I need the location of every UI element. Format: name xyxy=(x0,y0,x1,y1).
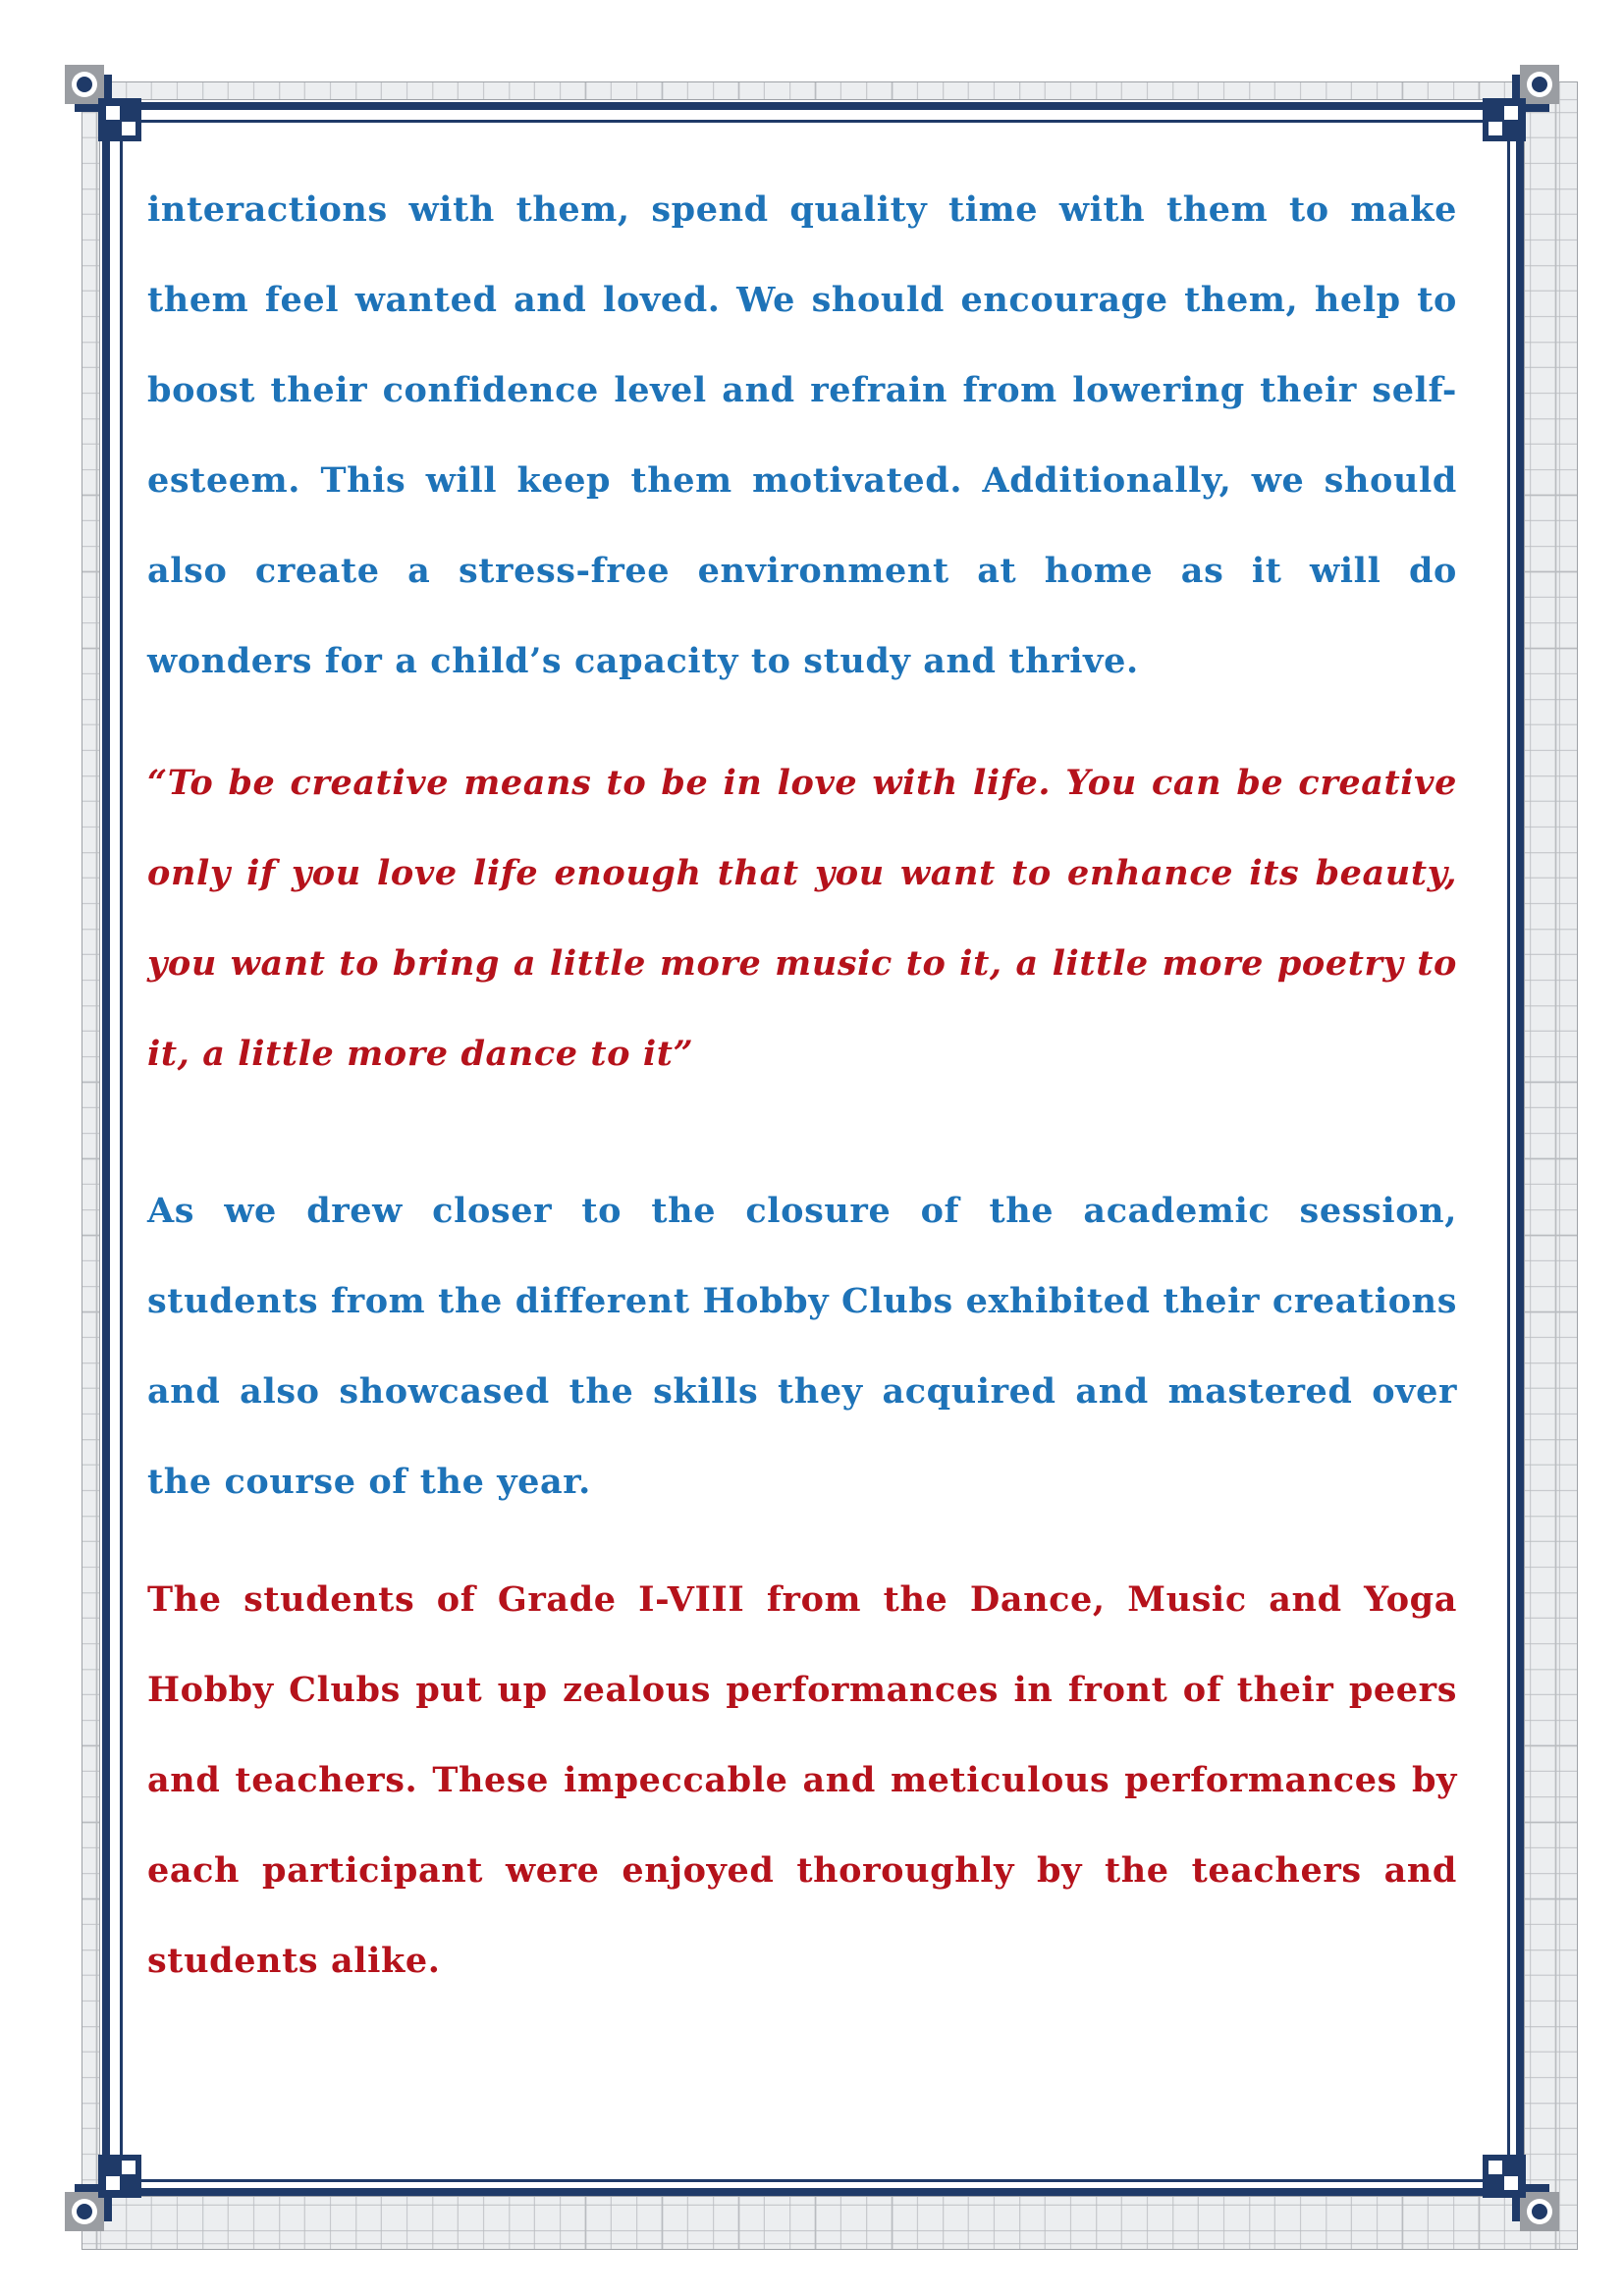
article-body xyxy=(147,165,1457,2006)
creativity-quote: “To be creative means to be in love with life. You can be creative only if you love life enough that you want to enhance its beauty, you want to bring a little more music to it, a little more poetry to it, a little more dance to it” xyxy=(147,763,1457,1074)
corner-ornament-icon xyxy=(1479,65,1559,145)
paragraph-performances: The students of Grade I-VIII from the Dance, Music and Yoga Hobby Clubs put up zealous performances in front of their peers and teachers. These impeccable and meticulous performances by each participant were enjoyed thoroughly by the teachers and students alike. xyxy=(147,1579,1457,1981)
corner-ornament-icon xyxy=(65,2151,145,2231)
corner-ornament-icon xyxy=(65,65,145,145)
paragraph-parenting-advice: interactions with them, spend quality time with them to make them feel wanted and loved. We should encourage them, help to boost their confidence level and refrain from lowering their self-esteem. This will keep them motivated. Additionally, we should also create a stress-free environment at home as it will do wonders for a child’s capacity to study and thrive. xyxy=(147,189,1457,681)
paragraph-hobby-clubs-exhibition: As we drew closer to the closure of the academic session, students from the different Hobby Clubs exhibited their creations and also showcased the skills they acquired and mastered over the course of the year. xyxy=(147,1191,1457,1502)
corner-ornament-icon xyxy=(1479,2151,1559,2231)
